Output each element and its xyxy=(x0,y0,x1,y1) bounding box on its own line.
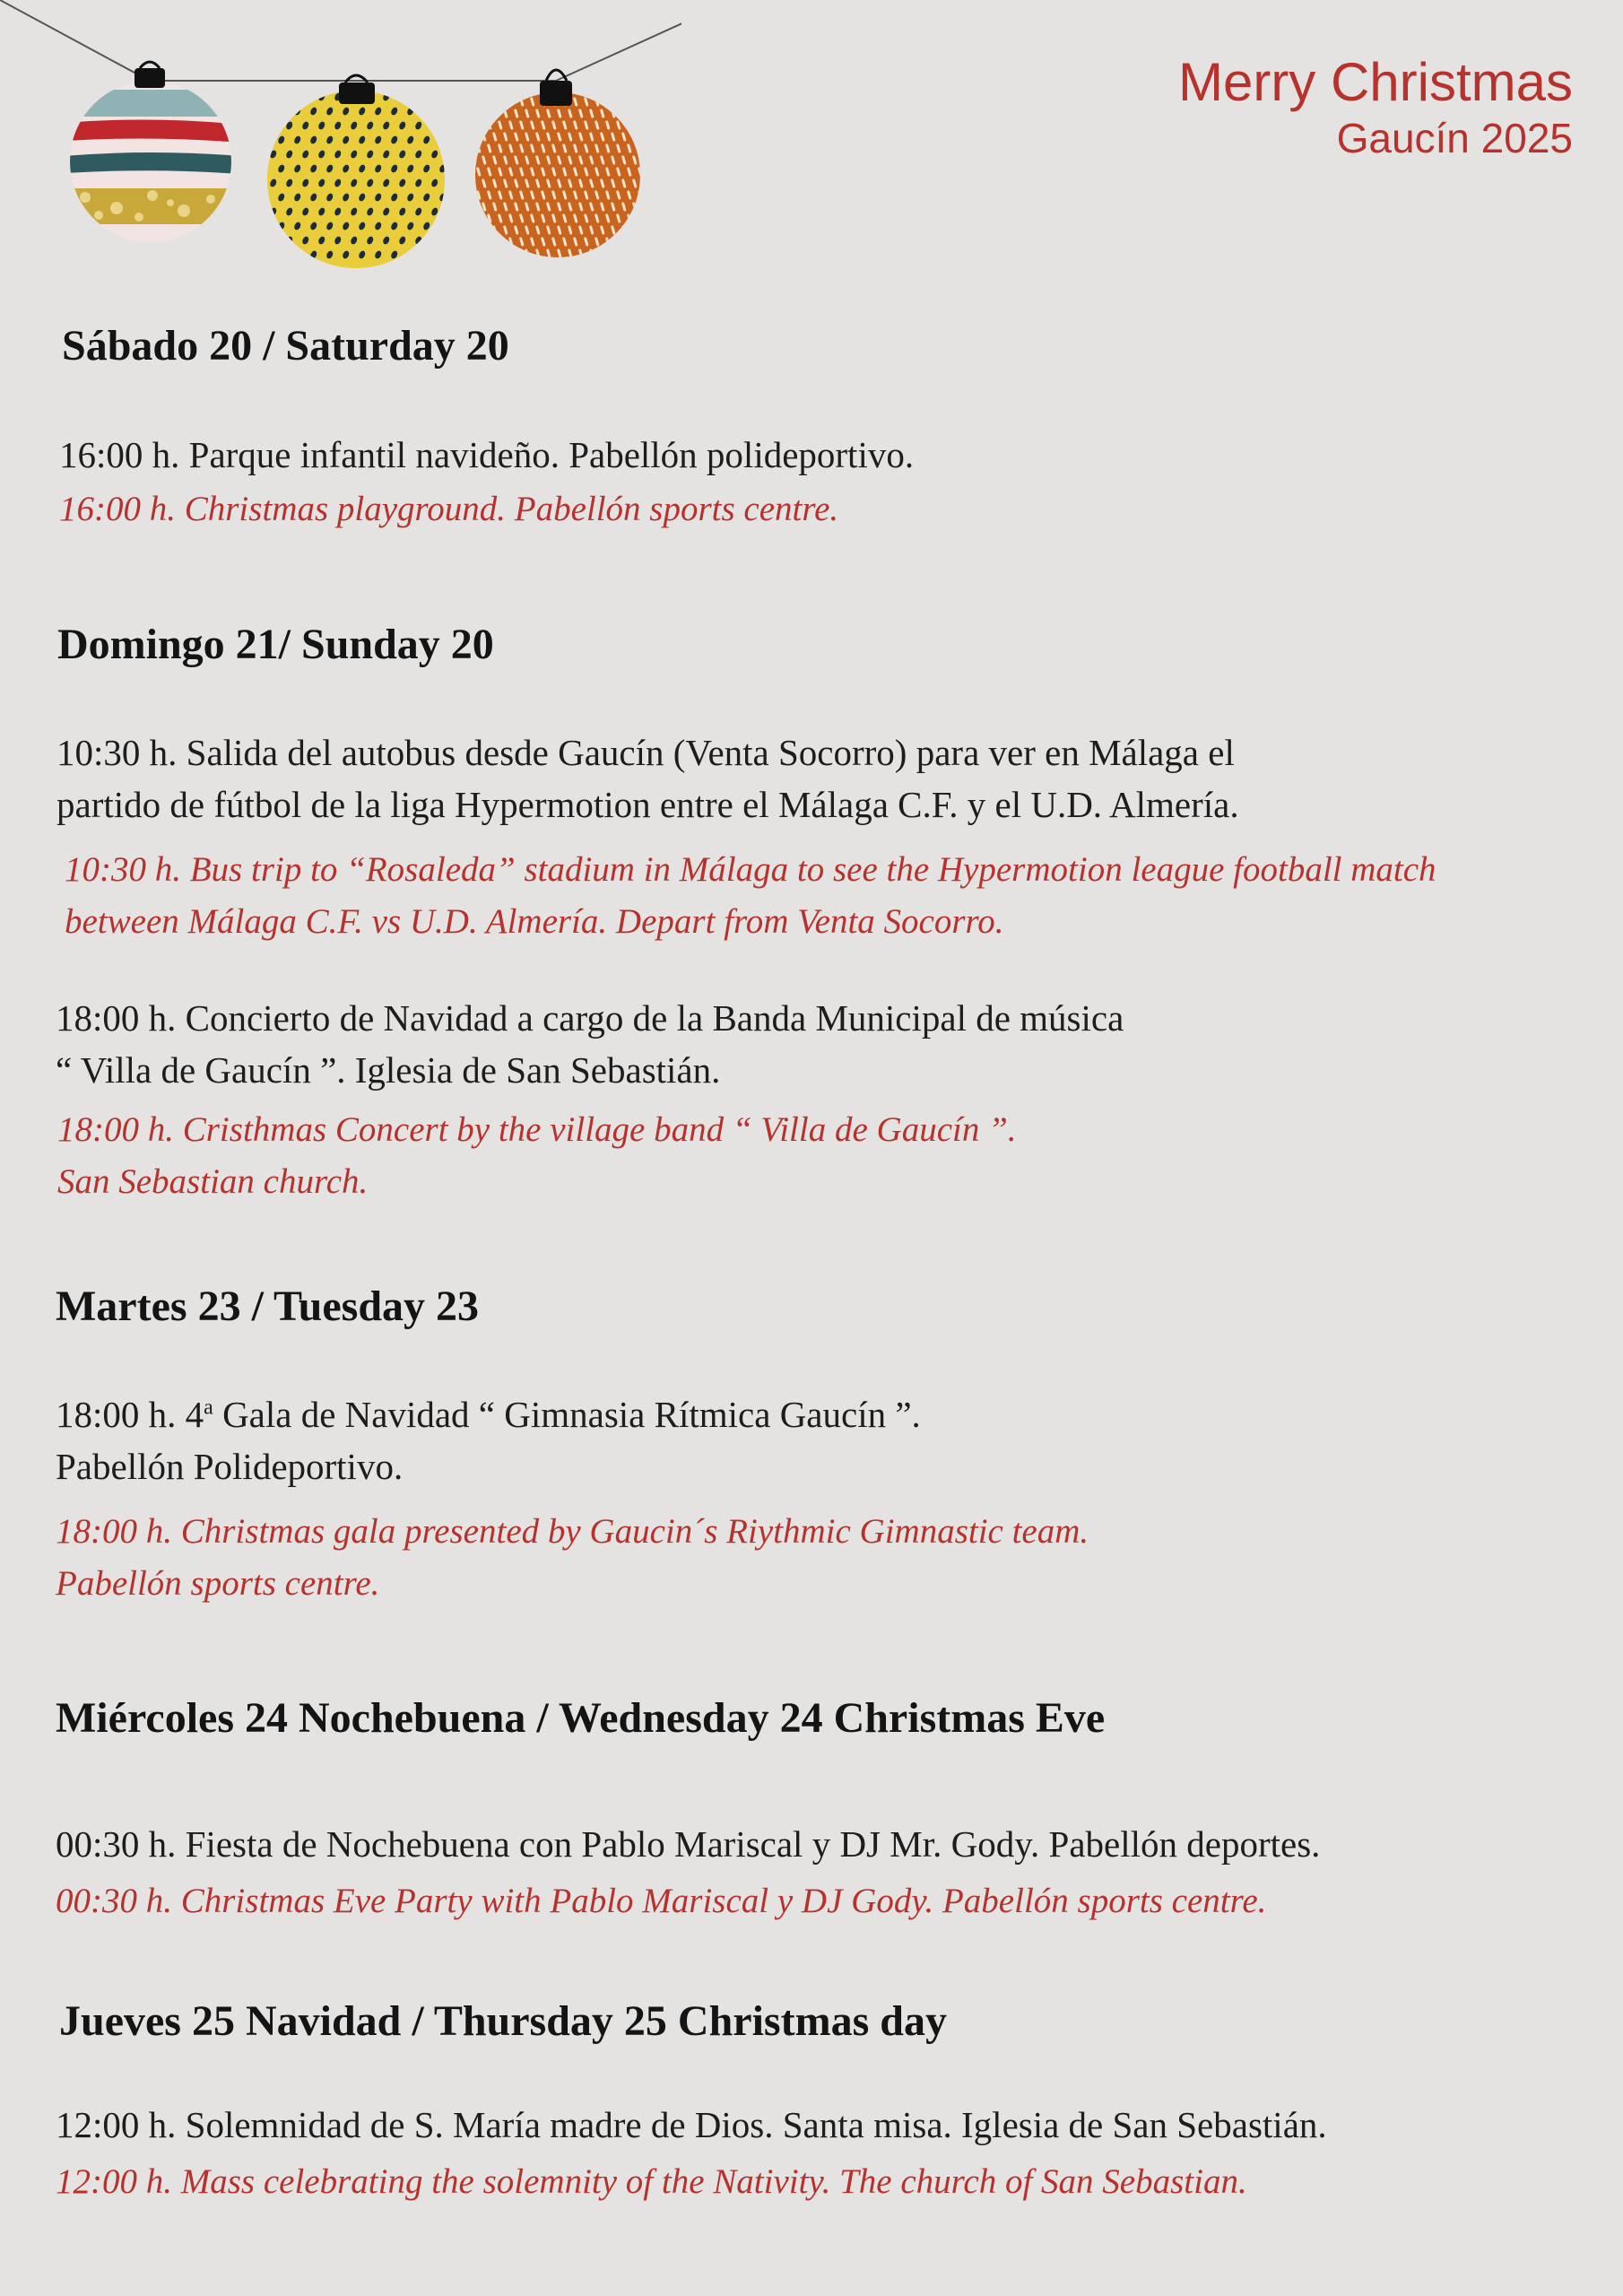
bauble-dash xyxy=(499,99,501,105)
bauble-dot xyxy=(438,135,447,144)
bauble-dash xyxy=(542,239,544,245)
bauble-dash xyxy=(569,134,571,140)
bauble-dash xyxy=(553,239,555,245)
bauble-dash xyxy=(521,239,523,245)
bauble-dash xyxy=(537,157,539,163)
bauble-dash xyxy=(483,110,485,117)
bauble-dash xyxy=(580,134,582,140)
bauble-dash xyxy=(542,169,544,175)
bauble-dash xyxy=(634,250,636,257)
bauble-dash xyxy=(478,122,480,128)
header-title-block xyxy=(1178,52,1573,163)
bauble-dash xyxy=(516,157,517,163)
event-en-sunday-concert-line2: San Sebastian church. xyxy=(57,1162,369,1201)
bauble-dash xyxy=(629,239,630,245)
bauble-dash xyxy=(586,169,587,175)
bauble-dash xyxy=(478,239,480,245)
bauble-dot xyxy=(277,106,286,116)
bauble-dash xyxy=(505,180,507,187)
bauble-dash xyxy=(586,215,587,222)
bauble-dash xyxy=(483,250,485,257)
bauble-dash xyxy=(602,204,603,210)
event-en-tuesday-gala-line1: 18:00 h. Christmas gala presented by Gaucin´s Riythmic Gimnastic team. xyxy=(56,1512,1089,1551)
bauble-dash xyxy=(532,215,534,222)
yellow-dotted-bauble-icon xyxy=(267,75,447,268)
bauble-dash xyxy=(553,122,555,128)
bauble-dash xyxy=(478,169,480,175)
bauble-dash xyxy=(618,122,620,128)
bauble-dot xyxy=(301,91,310,101)
day-heading-sunday: Domingo 21/ Sunday 20 xyxy=(57,621,494,668)
bauble-dot xyxy=(430,91,439,101)
bauble-dot xyxy=(269,120,278,130)
bauble-dot xyxy=(414,91,423,101)
bauble-dash xyxy=(542,215,544,222)
bauble-dot xyxy=(285,91,294,101)
bauble-dash xyxy=(499,192,501,198)
bauble-dash xyxy=(532,145,534,152)
bauble-dash xyxy=(634,157,636,163)
bauble-dash xyxy=(602,180,603,187)
bauble-dash xyxy=(494,157,496,163)
bauble-dash xyxy=(521,215,523,222)
bauble-dash xyxy=(499,145,501,152)
bauble-dash xyxy=(580,180,582,187)
bauble-dash xyxy=(618,145,620,152)
bauble-dash xyxy=(569,157,571,163)
bauble-dash xyxy=(586,192,587,198)
bauble-dash xyxy=(629,99,630,105)
bauble-dash xyxy=(612,157,614,163)
bauble-dash xyxy=(575,145,577,152)
header-subtitle: Gaucín 2025 xyxy=(1336,115,1573,161)
bauble-dash xyxy=(499,122,501,128)
ordinal-superscript: a xyxy=(204,1396,213,1420)
bauble-dash xyxy=(532,239,534,245)
hanging-string xyxy=(0,0,681,81)
bauble-dash xyxy=(607,145,609,152)
bauble-dash xyxy=(516,180,517,187)
bauble-dash xyxy=(526,204,528,210)
bauble-dash xyxy=(505,250,507,257)
bauble-dash xyxy=(569,250,571,257)
bauble-dash xyxy=(537,250,539,257)
event-es-sunday-bus-line1: 10:30 h. Salida del autobus desde Gaucín (Venta Socorro) para ver en Málaga el xyxy=(56,732,1235,773)
bauble-dash xyxy=(510,215,512,222)
bauble-dash xyxy=(510,122,512,128)
bauble-dash xyxy=(591,204,593,210)
event-en-wednesday-party: 00:30 h. Christmas Eve Party with Pablo Mariscal y DJ Gody. Pabellón sports centre. xyxy=(56,1882,1267,1920)
bauble-dash xyxy=(494,227,496,233)
bauble-dash xyxy=(602,157,603,163)
bauble-dash xyxy=(580,110,582,117)
bauble-dash xyxy=(575,122,577,128)
bauble-dash xyxy=(618,192,620,198)
bauble-dash xyxy=(526,134,528,140)
bauble-dash xyxy=(586,99,587,105)
bauble-dash xyxy=(478,215,480,222)
event-es-tuesday-gala-line1 xyxy=(56,1388,921,1440)
day-heading-thursday: Jueves 25 Navidad / Thursday 25 Christmas day xyxy=(59,1997,947,2045)
bauble-dash xyxy=(612,227,614,233)
bauble-dot xyxy=(422,249,431,259)
bauble-dash xyxy=(596,99,598,105)
bauble-dash xyxy=(607,122,609,128)
bauble-dash xyxy=(521,145,523,152)
event-en-saturday-playground: 16:00 h. Christmas playground. Pabellón sports centre. xyxy=(59,490,839,528)
bauble-dash xyxy=(564,215,566,222)
bauble-dash xyxy=(612,204,614,210)
bauble-dash xyxy=(483,227,485,233)
event-es-saturday-playground: 16:00 h. Parque infantil navideño. Pabellón polideportivo. xyxy=(59,434,915,475)
bauble-dash xyxy=(602,250,603,257)
bauble-dash xyxy=(575,215,577,222)
bauble-dash xyxy=(521,122,523,128)
bauble-dash xyxy=(580,204,582,210)
bauble-dash xyxy=(602,110,603,117)
bauble-dash xyxy=(516,204,517,210)
bauble-dash xyxy=(526,157,528,163)
bauble-dash xyxy=(510,239,512,245)
bauble-dash xyxy=(516,227,517,233)
bauble-dash xyxy=(489,122,490,128)
bauble-dash xyxy=(494,134,496,140)
bauble-dash xyxy=(505,110,507,117)
bauble-dash xyxy=(618,215,620,222)
bauble-dash xyxy=(591,250,593,257)
event-es-tuesday-gala-rest: Gala de Navidad “ Gimnasia Rítmica Gaucín ”. xyxy=(213,1394,921,1435)
bauble-dash xyxy=(559,157,560,163)
bauble-dash xyxy=(478,145,480,152)
bauble-dash xyxy=(483,204,485,210)
bauble-dash xyxy=(537,227,539,233)
bauble-dash xyxy=(521,99,523,105)
bauble-dash xyxy=(639,122,641,128)
bauble-dash xyxy=(575,239,577,245)
bauble-dash xyxy=(634,180,636,187)
bauble-dash xyxy=(639,215,641,222)
bauble-dash xyxy=(639,192,641,198)
bauble-dash xyxy=(494,180,496,187)
bauble-dash xyxy=(618,239,620,245)
bauble-dash xyxy=(489,145,490,152)
bauble-dash xyxy=(559,250,560,257)
bauble-dot xyxy=(430,120,439,130)
bauble-dash xyxy=(505,227,507,233)
bauble-dot xyxy=(430,235,439,245)
bauble-dash xyxy=(489,215,490,222)
day-heading-wednesday: Miércoles 24 Nochebuena / Wednesday 24 Christmas Eve xyxy=(56,1694,1106,1742)
bauble-dash xyxy=(489,99,490,105)
bauble-dash xyxy=(542,122,544,128)
day-heading-saturday: Sábado 20 / Saturday 20 xyxy=(62,322,509,370)
bauble-dash xyxy=(575,192,577,198)
bauble-dash xyxy=(537,110,539,117)
bauble-dash xyxy=(569,180,571,187)
bauble-dash xyxy=(564,145,566,152)
bauble-dash xyxy=(478,99,480,105)
bauble-dash xyxy=(569,110,571,117)
bauble-dash xyxy=(634,110,636,117)
bauble-dash xyxy=(596,239,598,245)
bauble-dash xyxy=(521,169,523,175)
bauble-dash xyxy=(548,157,550,163)
bauble-dash xyxy=(505,157,507,163)
bauble-dash xyxy=(602,134,603,140)
bauble-dash xyxy=(489,192,490,198)
bauble-dash xyxy=(612,180,614,187)
bauble-dash xyxy=(521,192,523,198)
bauble-dash xyxy=(489,239,490,245)
bauble-dash xyxy=(526,180,528,187)
bauble-dash xyxy=(596,215,598,222)
bauble-dash xyxy=(580,250,582,257)
bauble-dash xyxy=(634,134,636,140)
bauble-dash xyxy=(564,239,566,245)
bauble-dash xyxy=(553,169,555,175)
bauble-dot xyxy=(438,221,447,230)
bauble-dash xyxy=(532,192,534,198)
bauble-dash xyxy=(489,169,490,175)
bauble-dash xyxy=(629,215,630,222)
bauble-dash xyxy=(612,110,614,117)
bauble-dash xyxy=(591,157,593,163)
bauble-dash xyxy=(505,204,507,210)
bauble-dash xyxy=(542,145,544,152)
bauble-dash xyxy=(548,134,550,140)
bauble-dot xyxy=(277,249,286,259)
bauble-dash xyxy=(478,192,480,198)
bauble-dash xyxy=(537,134,539,140)
bauble-dash xyxy=(510,99,512,105)
bauble-dash xyxy=(607,169,609,175)
bauble-dash xyxy=(494,110,496,117)
event-en-thursday-mass: 12:00 h. Mass celebrating the solemnity of the Nativity. The church of San Sebastian. xyxy=(56,2162,1247,2201)
bauble-dash xyxy=(548,110,550,117)
bauble-dash xyxy=(629,169,630,175)
event-en-sunday-concert-line1: 18:00 h. Cristhmas Concert by the village band “ Villa de Gaucín ”. xyxy=(57,1110,1017,1149)
bauble-dash xyxy=(532,122,534,128)
bauble-dash xyxy=(526,227,528,233)
bauble-dash xyxy=(591,134,593,140)
bauble-dash xyxy=(591,180,593,187)
bauble-dash xyxy=(623,110,625,117)
event-es-tuesday-gala-prefix: 18:00 h. 4 xyxy=(56,1394,204,1435)
bauble-dash xyxy=(569,227,571,233)
bauble-dash xyxy=(596,169,598,175)
bauble-dash xyxy=(499,169,501,175)
bauble-dash xyxy=(634,204,636,210)
bauble-dash xyxy=(516,134,517,140)
bauble-dash xyxy=(494,204,496,210)
bauble-dash xyxy=(505,134,507,140)
bauble-dash xyxy=(629,192,630,198)
bauble-dash xyxy=(612,134,614,140)
christmas-ornaments-illustration xyxy=(0,0,681,269)
bauble-dash xyxy=(607,99,609,105)
bauble-dash xyxy=(596,122,598,128)
bauble-dash xyxy=(575,169,577,175)
bauble-dash xyxy=(607,192,609,198)
event-en-sunday-bus-line2: between Málaga C.F. vs U.D. Almería. Depart from Venta Socorro. xyxy=(65,902,1004,941)
bauble-dash xyxy=(623,204,625,210)
bauble-dash xyxy=(596,145,598,152)
bauble-dash xyxy=(586,122,587,128)
bauble-dash xyxy=(499,239,501,245)
bauble-dash xyxy=(591,227,593,233)
bauble-dash xyxy=(575,99,577,105)
event-es-sunday-bus-line2: partido de fútbol de la liga Hypermotion entre el Málaga C.F. y el U.D. Almería. xyxy=(56,784,1239,825)
bauble-dash xyxy=(548,204,550,210)
bauble-dash xyxy=(580,157,582,163)
bauble-dash xyxy=(499,215,501,222)
event-es-sunday-concert-line1: 18:00 h. Concierto de Navidad a cargo de la Banda Municipal de música xyxy=(56,997,1124,1039)
bauble-dash xyxy=(607,239,609,245)
bauble-dash xyxy=(580,227,582,233)
bauble-dash xyxy=(564,122,566,128)
bauble-dash xyxy=(623,227,625,233)
bauble-dash xyxy=(548,227,550,233)
bauble-dash xyxy=(537,204,539,210)
event-es-wednesday-party: 00:30 h. Fiesta de Nochebuena con Pablo Mariscal y DJ Mr. Gody. Pabellón deportes. xyxy=(56,1823,1321,1865)
bauble-dash xyxy=(516,110,517,117)
bauble-dash xyxy=(596,192,598,198)
bauble-dash xyxy=(483,157,485,163)
bauble-dash xyxy=(559,204,560,210)
striped-bauble-icon xyxy=(54,62,251,242)
bauble-dash xyxy=(542,192,544,198)
bauble-dash xyxy=(548,250,550,257)
bauble-dash xyxy=(623,180,625,187)
bauble-dash xyxy=(629,145,630,152)
bauble-dash xyxy=(602,227,603,233)
bauble-dash xyxy=(510,145,512,152)
bauble-dash xyxy=(612,250,614,257)
header-title: Merry Christmas xyxy=(1177,52,1573,112)
bauble-dash xyxy=(623,134,625,140)
event-en-sunday-bus-line1: 10:30 h. Bus trip to “Rosaleda” stadium in Málaga to see the Hypermotion league football match xyxy=(65,850,1436,889)
bauble-dash xyxy=(553,215,555,222)
bauble-dot xyxy=(422,106,431,116)
bauble-dash xyxy=(537,180,539,187)
bauble-dash xyxy=(516,250,517,257)
bauble-dash xyxy=(559,110,560,117)
bauble-dash xyxy=(639,99,641,105)
bauble-dot xyxy=(438,106,447,116)
bauble-dash xyxy=(634,227,636,233)
bauble-dash xyxy=(510,192,512,198)
bauble-dash xyxy=(623,250,625,257)
orange-dashed-bauble-icon xyxy=(475,70,641,257)
bauble-dash xyxy=(591,110,593,117)
bauble-dash xyxy=(483,180,485,187)
bauble-dot xyxy=(438,249,447,259)
bauble-dash xyxy=(564,192,566,198)
bauble-dot xyxy=(293,249,302,259)
bauble-dash xyxy=(494,250,496,257)
bauble-dash xyxy=(586,145,587,152)
bauble-dash xyxy=(586,239,587,245)
event-es-sunday-concert-line2: “ Villa de Gaucín ”. Iglesia de San Sebastián. xyxy=(56,1049,721,1091)
bauble-dash xyxy=(532,169,534,175)
event-es-tuesday-gala-line2: Pabellón Polideportivo. xyxy=(56,1446,404,1487)
event-es-thursday-mass: 12:00 h. Solemnidad de S. María madre de Dios. Santa misa. Iglesia de San Sebastián. xyxy=(56,2104,1327,2145)
bauble-dash xyxy=(564,169,566,175)
bauble-dash xyxy=(639,145,641,152)
bauble-dot xyxy=(269,235,278,245)
day-heading-tuesday: Martes 23 / Tuesday 23 xyxy=(56,1283,480,1330)
bauble-dash xyxy=(559,227,560,233)
bauble-dash xyxy=(483,134,485,140)
bauble-dash xyxy=(569,204,571,210)
bauble-dash xyxy=(532,99,534,105)
bauble-dash xyxy=(618,99,620,105)
bauble-dash xyxy=(607,215,609,222)
bauble-dash xyxy=(559,134,560,140)
event-en-tuesday-gala-line2: Pabellón sports centre. xyxy=(56,1564,380,1603)
bauble-dash xyxy=(639,239,641,245)
bauble-dash xyxy=(553,192,555,198)
bauble-dash xyxy=(548,180,550,187)
bauble-dot xyxy=(398,91,407,101)
bauble-dash xyxy=(526,250,528,257)
bauble-dash xyxy=(510,169,512,175)
bauble-dash xyxy=(553,145,555,152)
bauble-dash xyxy=(526,110,528,117)
bauble-dash xyxy=(639,169,641,175)
bauble-dash xyxy=(629,122,630,128)
bauble-dash xyxy=(618,169,620,175)
bauble-dash xyxy=(623,157,625,163)
bauble-dash xyxy=(559,180,560,187)
bauble-dot xyxy=(269,91,278,101)
